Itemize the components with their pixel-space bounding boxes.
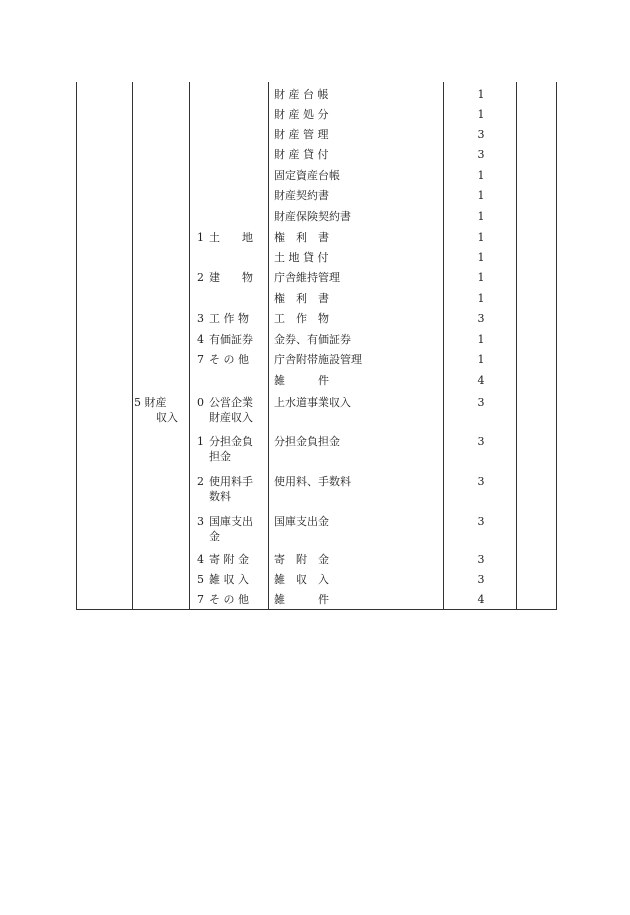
document-item: 金券、有価証券 [274,333,351,346]
subcategory-label [197,434,267,464]
document-item: 財 産 処 分 [274,108,329,121]
subcategory-text: 公営企業財産収入 [209,396,253,424]
subcategory-number: 2 [197,271,204,284]
document-item: 工 作 物 [274,312,329,325]
document-item: 国庫支出金 [274,515,329,528]
subcategory-number: 3 [197,515,204,528]
subcategory-number: 5 [197,573,204,586]
subcategory-label [197,514,267,544]
subcategory-number: 1 [197,435,204,448]
document-item: 土 地 貸 付 [274,251,329,264]
retention-years: 1 [477,108,485,121]
retention-years: 1 [477,210,485,223]
subcategory-number: 4 [197,333,204,346]
retention-years: 3 [477,148,485,161]
subcategory-text: 分担金負担金 [209,435,253,463]
document-item: 財 産 管 理 [274,128,329,141]
subcategory-number: 7 [197,353,204,366]
retention-years: 3 [477,312,485,325]
retention-years: 1 [477,88,485,101]
document-item: 上水道事業収入 [274,396,351,409]
retention-years: 3 [477,475,485,488]
records-retention-table [76,82,557,610]
subcategory-text: 有価証券 [209,333,253,346]
document-item: 分担金負担金 [274,435,340,448]
document-item: 使用料、手数料 [274,475,351,488]
subcategory-number: 2 [197,475,204,488]
subcategory-text: 工 作 物 [209,312,249,325]
subcategory-text: そ の 他 [209,593,249,606]
subcategory-label [197,572,267,587]
retention-years: 3 [477,515,485,528]
subcategory-number: 1 [197,231,204,244]
column-divider-3 [268,82,269,610]
category-number: 5 [134,396,141,409]
retention-years: 1 [477,333,485,346]
subcategory-number: 3 [197,312,204,325]
document-item: 権 利 書 [274,292,329,305]
subcategory-label [197,474,267,504]
subcategory-text: 建 物 [209,271,253,284]
document-item: 財産保険契約書 [274,210,351,223]
category-label-line2: 収入 [156,411,178,424]
table-border-left [76,82,77,610]
column-divider-2 [189,82,190,610]
retention-years: 3 [477,435,485,448]
subcategory-text: 雑 収 入 [209,573,249,586]
subcategory-label [197,352,267,367]
subcategory-label [197,270,267,285]
retention-years: 1 [477,251,485,264]
subcategory-number: 7 [197,593,204,606]
subcategory-label [197,332,267,347]
subcategory-label [197,395,267,425]
retention-years: 4 [477,593,485,606]
retention-years: 3 [477,553,485,566]
subcategory-number: 4 [197,553,204,566]
retention-years: 4 [477,374,485,387]
document-item: 雑 件 [274,593,329,606]
document-item: 雑 件 [274,374,329,387]
column-divider-1 [132,82,133,610]
document-item: 固定資産台帳 [274,169,340,182]
document-item: 財産契約書 [274,189,329,202]
subcategory-text: そ の 他 [209,353,249,366]
subcategory-text: 寄 附 金 [209,553,249,566]
document-item: 財 産 貸 付 [274,148,329,161]
retention-years: 1 [477,292,485,305]
subcategory-label [197,592,267,607]
table-border-bottom [76,609,557,610]
subcategory-label [197,230,267,245]
document-item: 雑 収 入 [274,573,329,586]
document-item: 権 利 書 [274,231,329,244]
category-label-line1: 財産 [144,396,167,409]
subcategory-text: 国庫支出金 [209,515,253,543]
retention-years: 3 [477,573,485,586]
subcategory-text: 使用料手数料 [209,475,253,503]
retention-years: 1 [477,231,485,244]
document-item: 財 産 台 帳 [274,88,329,101]
retention-years: 3 [477,396,485,409]
subcategory-label [197,311,267,326]
retention-years: 3 [477,128,485,141]
category-label [134,395,189,425]
document-item: 寄 附 金 [274,553,329,566]
retention-years: 1 [477,353,485,366]
document-item: 庁舎附帯施設管理 [274,353,362,366]
subcategory-text: 土 地 [209,231,253,244]
document-item: 庁舎維持管理 [274,271,340,284]
subcategory-number: 0 [197,396,204,409]
table-border-right [556,82,557,610]
retention-years: 1 [477,189,485,202]
subcategory-label [197,552,267,567]
retention-years: 1 [477,271,485,284]
retention-years: 1 [477,169,485,182]
